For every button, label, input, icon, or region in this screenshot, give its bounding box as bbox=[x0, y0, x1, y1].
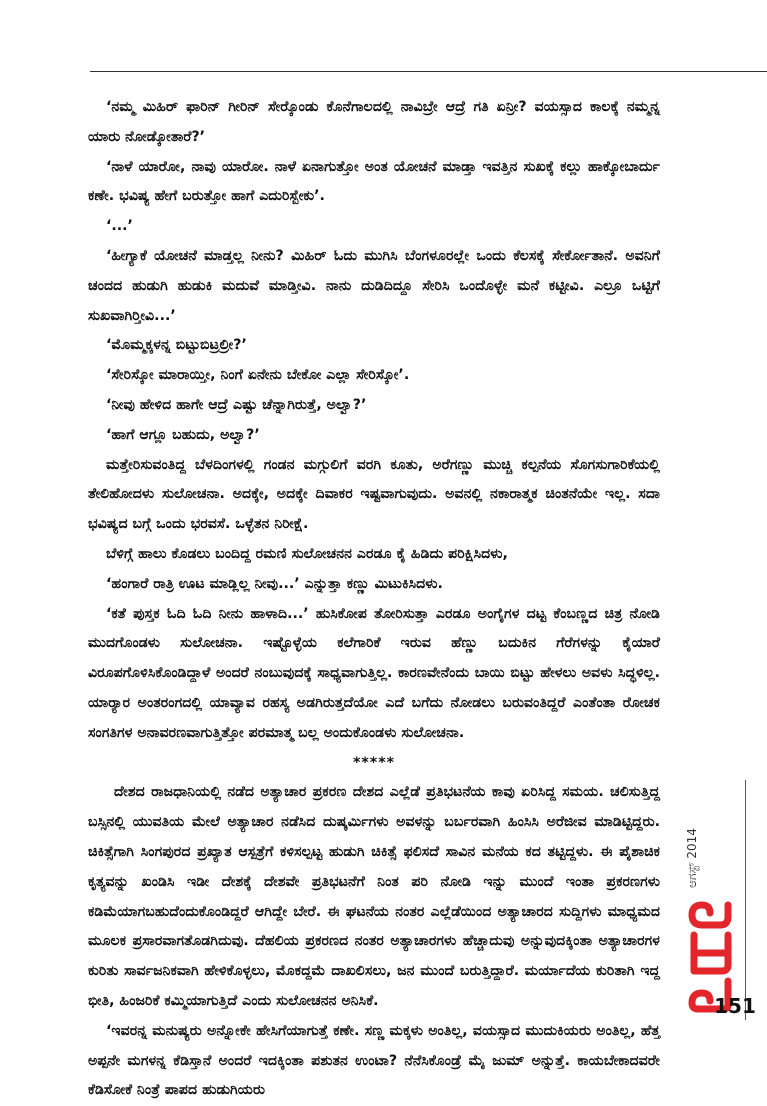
article-body bbox=[88, 93, 660, 1106]
paragraph: ‘ನೀವು ಹೇಳಿದ ಹಾಗೇ ಆದ್ರೆ ಎಷ್ಟು ಚೆನ್ನಾಗಿರುತ್ತೆ, ಅಲ್ವಾ?’ bbox=[106, 396, 367, 413]
paragraph: ‘ಇವರನ್ನ ಮನುಷ್ಯರು ಅನ್ನೋಕೇ ಹೇಸಿಗೆಯಾಗುತ್ತೆ ಕಣೇ. ಸಣ್ಣ ಮಕ್ಕಳು ಅಂತಿಲ್ಲ, ವಯಸ್ಸಾದ ಮುದುಕಿಯರು ಅಂತಿಲ್ಲ, ಹೆತ್ತ ಅಪ್ಪನೇ ಮಗಳನ್ನ ಕೆಡಿಸ್ತಾನೆ ಅಂದರೆ ಇದಕ್ಕಿಂತಾ ಪಶುತನ ಉಂಟಾ? ನೆನೆಸಿಕೊಂಡ್ರೆ ಮೈ ಜುಮ್ ಅನ್ನುತ್ತೆ. ಕಾಯಬೇಕಾದವರೇ ಕೆಡಿಸೋಕೆ ನಿಂತ್ರೆ ಪಾಪದ ಹುಡುಗಿಯರು bbox=[88, 1022, 660, 1099]
paragraph: ‘ನಮ್ಮ ಮಿಹಿರ್ ಫಾರಿನ್ ಗೀರಿನ್ ಸೇರ್‍ಕೊಂಡು ಕೊನೆಗಾಲದಲ್ಲಿ ನಾವಿಬ್ರೇ ಆದ್ರೆ ಗತಿ ಏನ್ರೀ? ವಯಸ್ಸಾದ ಕಾಲಕ್ಕೆ ನಮ್ಮನ್ನ ಯಾರು ನೋಡ್ಕೋತಾರೆ?’ bbox=[88, 99, 660, 145]
paragraph: ‘...’ bbox=[106, 218, 133, 235]
section-separator: ***** bbox=[352, 754, 396, 771]
page-number: 151 bbox=[714, 994, 756, 1018]
paragraph: ‘ಸೇರಿಸ್ಕೋ ಮಾರಾಯ್ತೀ, ನಿಂಗೆ ಏನೇನು ಬೇಕೋ ಎಲ್ಲಾ ಸೇರಿಸ್ಕೋ’. bbox=[106, 367, 410, 384]
paragraph: ‘ನಾಳೆ ಯಾರೋ, ನಾವು ಯಾರೋ. ನಾಳೆ ಏನಾಗುತ್ತೋ ಅಂತ ಯೋಚನೆ ಮಾಡ್ತಾ ಇವತ್ತಿನ ಸುಖಕ್ಕೆ ಕಲ್ಲು ಹಾಕ್ಕೋಬಾರ್ದು ಕಣೇ. ಭವಿಷ್ಯ ಹೇಗೆ ಬರುತ್ತೋ ಹಾಗೆ ಎದುರಿಸ್ಬೇಕು’. bbox=[88, 158, 660, 205]
sidebar-rule bbox=[745, 780, 746, 1020]
paragraph: ‘ಮೊಮ್ಮಕ್ಕಳನ್ನ ಬಿಟ್ಟುಬಿಟ್ರಲ್ರೀ?’ bbox=[106, 337, 247, 354]
logo-stroke bbox=[692, 905, 728, 925]
logo-stroke bbox=[694, 935, 728, 971]
magazine-date: ಆಗಸ್ಟ್ 2014 bbox=[685, 828, 699, 888]
paragraph: ಬೆಳಿಗ್ಗೆ ಹಾಲು ಕೊಡಲು ಬಂದಿದ್ದ ರಮಣಿ ಸುಲೋಚನನ ಎರಡೂ ಕೈ ಹಿಡಿದು ಪರಿಕ್ಷಿಸಿದಳು, bbox=[106, 545, 508, 562]
paragraph: ‘ಹಾಗೆ ಆಗ್ಲೂ ಬಹುದು, ಅಲ್ವಾ?’ bbox=[106, 426, 260, 443]
paragraph: ‘ಹೀಗ್ಯಾಕೆ ಯೋಚನೆ ಮಾಡ್ತಲ್ಲ ನೀನು? ಮಿಹಿರ್ ಓದು ಮುಗಿಸಿ ಬೆಂಗಳೂರಲ್ಲೇ ಒಂದು ಕೆಲಸಕ್ಕೆ ಸೇರ್ಕೋತಾನೆ. ಅವನಿಗೆ ಚಂದದ ಹುಡುಗಿ ಹುಡುಕಿ ಮದುವೆ ಮಾಡ್ತೀವಿ. ನಾನು ದುಡಿದಿದ್ದೂ ಸೇರಿಸಿ ಒಂದೊಳ್ಳೇ ಮನೆ ಕಟ್ಟೀವಿ. ಎಲ್ರೂ ಒಟ್ಟಿಗೆ ಸುಖವಾಗಿರ್‍ತೀವಿ...’ bbox=[88, 247, 660, 324]
paragraph: ಮತ್ತೇರಿಸುವಂತಿದ್ದ ಬೆಳದಿಂಗಳಲ್ಲಿ ಗಂಡನ ಮಗ್ಗುಲಿಗೆ ವರಗಿ ಕೂತು, ಅರೆಗಣ್ಣು ಮುಚ್ಚಿ ಕಲ್ಪನೆಯ ಸೊಗಸುಗಾರಿಕೆಯಲ್ಲಿ ತೇಲಿಹೋದಳು ಸುಲೋಚನಾ. ಅದಕ್ಕೇ, ಅದಕ್ಕೇ ದಿವಾಕರ ಇಷ್ಟವಾಗುವುದು. ಅವನಲ್ಲಿ ನಕಾರಾತ್ಮಕ ಚಿಂತನೆಯೇ ಇಲ್ಲ. ಸದಾ ಭವಿಷ್ಯದ ಬಗ್ಗೆ ಒಂದು ಭರವಸೆ. ಒಳ್ಳೆತನ ನಿರೀಕ್ಷೆ. bbox=[88, 456, 660, 533]
paragraph: ‘ಹಂಗಾರೆ ರಾತ್ರಿ ಊಟ ಮಾಡ್ಲಿಲ್ಲ ನೀವು...’ ಎನ್ನುತ್ತಾ ಕಣ್ಣು ಮಿಟುಕಿಸಿದಳು. bbox=[106, 575, 443, 592]
magazine-sidebar bbox=[680, 780, 766, 1020]
paragraph: ‘ಕತೆ ಪುಸ್ತಕ ಓದಿ ಓದಿ ನೀನು ಹಾಳಾದಿ...’ ಹುಸಿಕೋಪ ತೋರಿಸುತ್ತಾ ಎರಡೂ ಅಂಗೈಗಳ ದಟ್ಟ ಕೆಂಬಣ್ಣದ ಚಿತ್ರ ನೋಡಿ ಮುದಗೊಂಡಳು ಸುಲೋಚನಾ. ಇಷ್ಟೊಳ್ಳೆಯ ಕಲೆಗಾರಿಕೆ ಇರುವ ಹೆಣ್ಣು ಬದುಕಿನ ಗೆರೆಗಳನ್ನು ಕೈಯಾರೆ ವಿರೂಪಗೊಳಿಸಿಕೊಂಡಿದ್ದಾಳೆ ಅಂದರೆ ನಂಬುವುದಕ್ಕೆ ಸಾಧ್ಯವಾಗುತ್ತಿಲ್ಲ. ಕಾರಣವೇನೆಂದು ಬಾಯಿ ಬಿಟ್ಟು ಹೇಳಲು ಅವಳು ಸಿದ್ಧಳಿಲ್ಲ. ಯಾರ್‍ಯಾರ ಅಂತರಂಗದಲ್ಲಿ ಯಾವ್ಯಾವ ರಹಸ್ಯ ಅಡಗಿರುತ್ತದೆಯೋ ಎದೆ ಬಗೆದು ನೋಡಲು ಬರುವಂತಿದ್ದರೆ ಎಂತೆಂತಾ ರೋಚಕ ಸಂಗತಿಗಳ ಅನಾವರಣವಾಗುತ್ತಿತ್ತೋ ಪರಮಾತ್ಮ ಬಲ್ಲ ಅಂದುಕೊಂಡಳು ಸುಲೋಚನಾ. bbox=[88, 605, 660, 741]
paragraph: ದೇಶದ ರಾಜಧಾನಿಯಲ್ಲಿ ನಡೆದ ಅತ್ಯಾಚಾರ ಪ್ರಕರಣ ದೇಶದ ಎಲ್ಲೆಡೆ ಪ್ರತಿಭಟನೆಯ ಕಾವು ಏರಿಸಿದ್ದ ಸಮಯ. ಚಲಿಸುತ್ತಿದ್ದ ಬಸ್ಸಿನಲ್ಲಿ ಯುವತಿಯ ಮೇಲೆ ಅತ್ಯಾಚಾರ ನಡೆಸಿದ ದುಷ್ಕರ್ಮಿಗಳು ಅವಳನ್ನು ಬರ್ಬರವಾಗಿ ಹಿಂಸಿಸಿ ಅರೆಜೀವ ಮಾಡಿಟ್ಟಿದ್ದರು. ಚಿಕಿತ್ಸೆಗಾಗಿ ಸಿಂಗಪುರದ ಪ್ರಖ್ಯಾತ ಆಸ್ಪತ್ರೆಗೆ ಕಳಿಸಲ್ಪಟ್ಟ ಹುಡುಗಿ ಚಿಕಿತ್ಸೆ ಫಲಿಸದೆ ಸಾವಿನ ಮನೆಯ ಕದ ತಟ್ಟಿದ್ದಳು. ಈ ಪೈಶಾಚಿಕ ಕೃತ್ಯವನ್ನು ಖಂಡಿಸಿ ಇಡೀ ದೇಶಕ್ಕೆ ದೇಶವೇ ಪ್ರತಿಭಟನೆಗೆ ನಿಂತ ಪರಿ ನೋಡಿ ಇನ್ನು ಮುಂದೆ ಇಂತಾ ಪ್ರಕರಣಗಳು ಕಡಿಮೆಯಾಗಬಹುದೆಂದುಕೊಂಡಿದ್ದರೆ ಆಗಿದ್ದೇ ಬೇರೆ. ಈ ಘಟನೆಯ ನಂತರ ಎಲ್ಲೆಡೆಯಿಂದ ಅತ್ಯಾಚಾರದ ಸುದ್ದಿಗಳು ಮಾಧ್ಯಮದ ಮೂಲಕ ಪ್ರಸಾರವಾಗತೊಡಗಿದುವು. ದೆಹಲಿಯ ಪ್ರಕರಣದ ನಂತರ ಅತ್ಯಾಚಾರಗಳು ಹೆಚ್ಚಾದುವು ಅನ್ನುವುದಕ್ಕಿಂತಾ ಅತ್ಯಾಚಾರಗಳ ಕುರಿತು ಸಾರ್ವಜನಿಕವಾಗಿ ಹೇಳಿಕೊಳ್ಳಲು, ಮೊಕದ್ದಮೆ ದಾಖಲಿಸಲು, ಜನ ಮುಂದೆ ಬರುತ್ತಿದ್ದಾರೆ. ಮರ್ಯಾದೆಯ ಕುರಿತಾಗಿ ಇದ್ದ ಭೀತಿ, ಹಿಂಜರಿಕೆ ಕಮ್ಮಿಯಾಗುತ್ತಿದೆ ಎಂದು ಸುಲೋಚನನ ಅನಿಸಿಕೆ. bbox=[88, 784, 660, 1009]
header-rule bbox=[90, 71, 767, 72]
